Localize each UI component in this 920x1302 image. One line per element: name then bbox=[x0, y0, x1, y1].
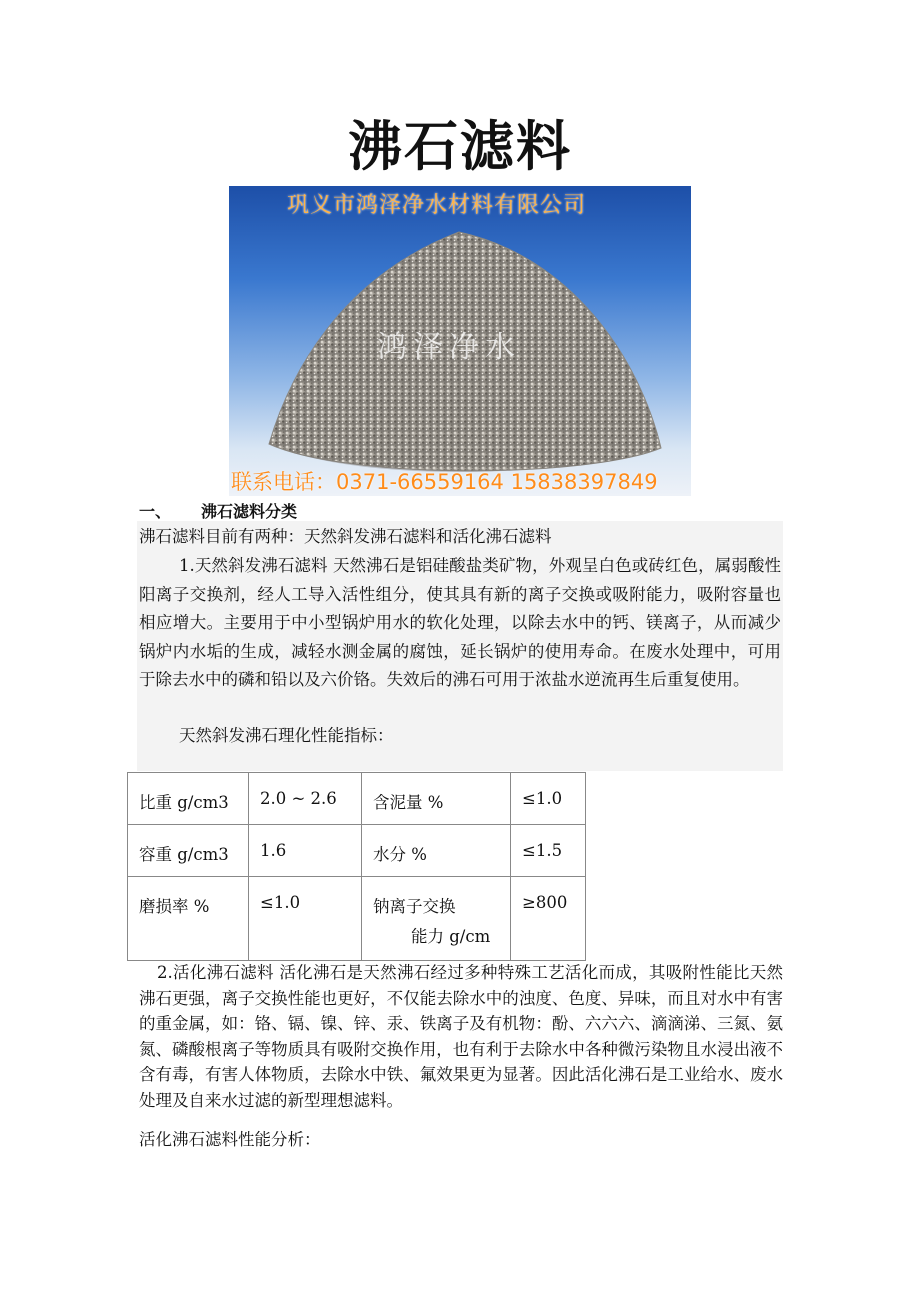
product-photo bbox=[229, 186, 691, 496]
table-row bbox=[128, 773, 586, 825]
table-cell: 水分 % bbox=[362, 825, 511, 877]
photo-company-name: 巩义市鸿泽净水材料有限公司 bbox=[287, 193, 587, 218]
properties-label: 天然斜发沸石理化性能指标： bbox=[179, 726, 394, 745]
table-cell: ≥800 bbox=[511, 877, 586, 961]
table-cell: 2.0 ~ 2.6 bbox=[249, 773, 362, 825]
table-cell bbox=[362, 877, 511, 961]
table-row bbox=[128, 877, 586, 961]
page-title: 沸石滤料 bbox=[348, 115, 572, 178]
table-cell: ≤1.0 bbox=[511, 773, 586, 825]
photo-contact-phone: 联系电话：0371-66559164 15838397849 bbox=[231, 470, 658, 494]
section-number: 一、 bbox=[139, 502, 172, 521]
photo-watermark: 鸿泽净水 bbox=[377, 330, 521, 365]
table-cell: 比重 g/cm3 bbox=[128, 773, 249, 825]
natural-zeolite-paragraph: 1.天然斜发沸石滤料 天然沸石是铝硅酸盐类矿物，外观呈白色或砖红色，属弱酸性阳离子交换剂，经人工导入活性组分，使其具有新的离子交换或吸附能力，吸附容量也相应增大。主要用于中小型锅炉用水的软化处理，以除去水中的钙、镁离子，从而减少锅炉内水垢的生成，减轻水测金属的腐蚀，延长锅炉的使用寿命。在废水处理中，可用于除去水中的磷和铅以及六价铬。失效后的沸石可用于浓盐水逆流再生后重复使用。 bbox=[139, 556, 781, 689]
activated-zeolite-paragraph: 2.活化沸石滤料 活化沸石是天然沸石经过多种特殊工艺活化而成，其吸附性能比天然沸石更强，离子交换性能也更好，不仅能去除水中的浊度、色度、异味，而且对水中有害的重金属，如：铬、镉、镍、锌、汞、铁离子及有机物：酚、六六六、滴滴涕、三氮、氨氮、磷酸根离子等物质具有吸附交换作用，也有利于去除水中各种微污染物且水浸出液不含有毒，有害人体物质，去除水中铁、氟效果更为显著。因此活化沸石是工业给水、废水处理及自来水过滤的新型理想滤料。 bbox=[139, 963, 783, 1110]
analysis-label: 活化沸石滤料性能分析： bbox=[139, 1130, 321, 1149]
table-cell: 磨损率 % bbox=[128, 877, 249, 961]
table-cell: 容重 g/cm3 bbox=[128, 825, 249, 877]
section-heading-text: 沸石滤料分类 bbox=[201, 502, 298, 521]
section-heading bbox=[139, 499, 297, 522]
intro-paragraph: 沸石滤料目前有两种：天然斜发沸石滤料和活化沸石滤料 bbox=[139, 527, 552, 546]
table-cell: 含泥量 % bbox=[362, 773, 511, 825]
properties-table bbox=[127, 772, 586, 961]
table-row bbox=[128, 825, 586, 877]
table-cell: ≤1.0 bbox=[249, 877, 362, 961]
table-cell: ≤1.5 bbox=[511, 825, 586, 877]
table-cell-line: 能力 g/cm bbox=[411, 927, 491, 946]
table-cell-line: 钠离子交换 bbox=[373, 897, 456, 916]
table-cell: 1.6 bbox=[249, 825, 362, 877]
